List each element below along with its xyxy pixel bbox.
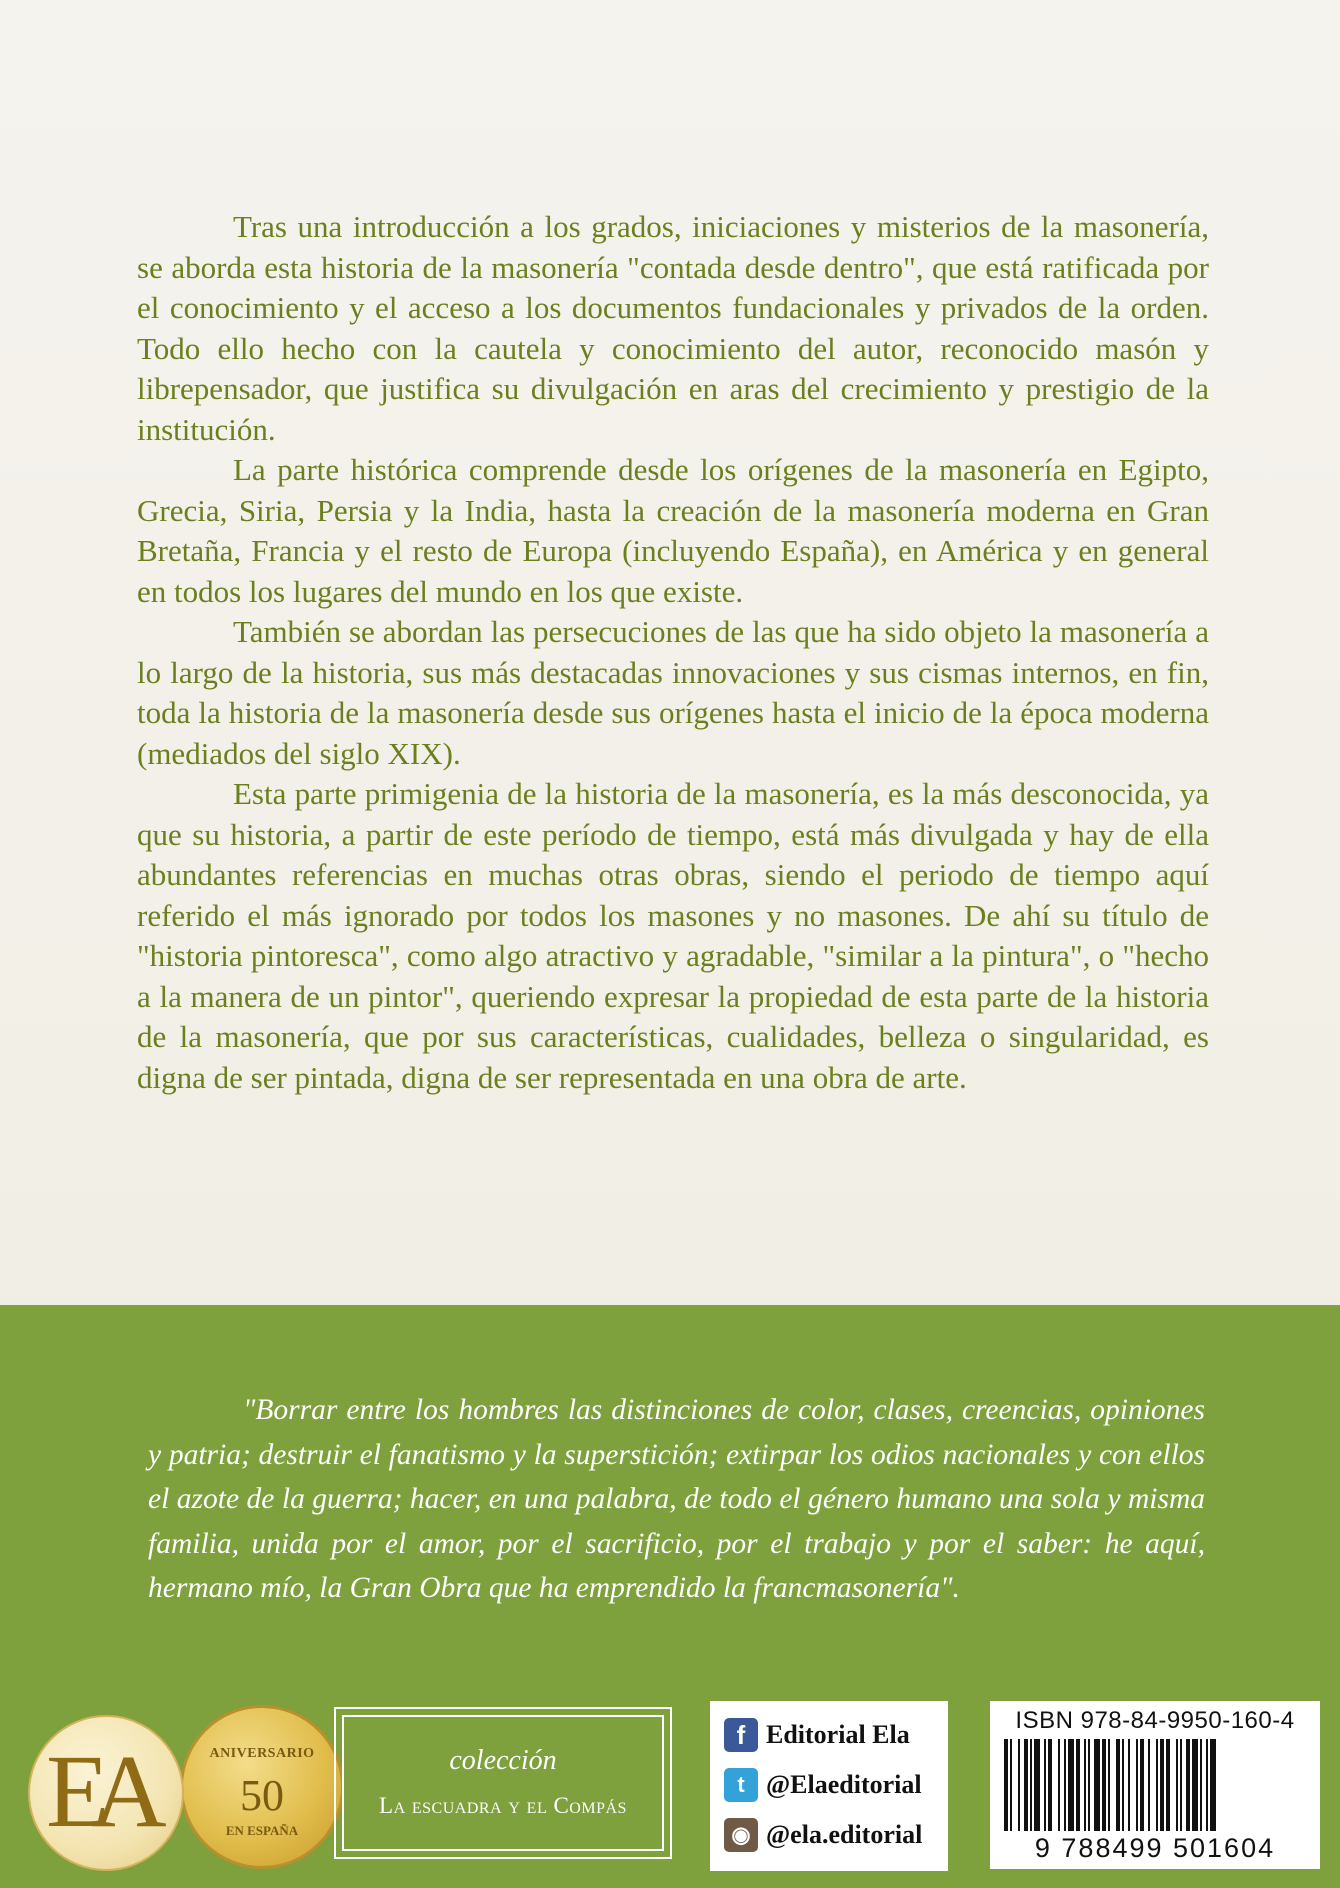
medal-number: 50: [240, 1771, 284, 1820]
collection-name: La escuadra y el Compás: [379, 1793, 627, 1818]
anniversary-medal: [180, 1705, 344, 1869]
instagram-icon: ◉: [724, 1818, 758, 1852]
description-paragraph: La parte histórica comprende desde los orígenes de la masonería en Egipto, Grecia, Siria, Persia y la India, hasta la creación de la masonería moderna en Gran Bretaña, Francia y el resto de Europa (incluyendo España), en América y en general en todos los lugares del mundo en los que existe.: [137, 452, 1209, 609]
collection-label: colección: [449, 1745, 557, 1776]
isbn-digits: 9 788499 501604: [1034, 1833, 1276, 1863]
ea-logo-disc: [28, 1715, 184, 1871]
facebook-label: Editorial Ela: [766, 1720, 910, 1749]
social-row-facebook: [724, 1713, 910, 1757]
ea-monogram: EA: [46, 1734, 149, 1849]
social-row-instagram: [724, 1813, 922, 1857]
medal-bottom-text: EN ESPAÑA: [225, 1823, 299, 1838]
social-box: [710, 1701, 948, 1871]
twitter-icon: t: [724, 1768, 758, 1802]
medal-top-text: ANIVERSARIO: [209, 1746, 315, 1761]
quote-block: [148, 1388, 1205, 1611]
twitter-label: @Elaeditorial: [766, 1770, 922, 1799]
barcode-icon: [998, 1739, 1312, 1831]
publisher-logo: [28, 1705, 328, 1865]
collection-inner-border: [342, 1715, 664, 1851]
description-paragraph: Tras una introducción a los grados, iniciaciones y misterios de la masonería, se aborda esta historia de la masonería "contada desde dentro", que está ratificada por el conocimiento y el acceso a los documentos fundacionales y privados de la orden. Todo ello hecho con la cautela y conocimiento del autor, reconocido masón y librepensador, que justifica su divulgación en aras del crecimiento y prestigio de la institución.: [137, 209, 1209, 447]
facebook-icon: f: [724, 1718, 758, 1752]
isbn-barcode-box: [990, 1701, 1320, 1869]
instagram-label: @ela.editorial: [766, 1820, 923, 1849]
description-text: [137, 207, 1209, 1098]
social-row-twitter: [724, 1763, 922, 1807]
description-paragraph: También se abordan las persecuciones de las que ha sido objeto la masonería a lo largo de la historia, sus más destacadas innovaciones y sus cismas internos, en fin, toda la historia de la masonería desde sus orígenes hasta el inicio de la época moderna (mediados del siglo XIX).: [137, 614, 1209, 771]
isbn-label: ISBN 978-84-9950-160-4: [1015, 1707, 1295, 1734]
description-paragraph: Esta parte primigenia de la historia de la masonería, es la más desconocida, ya que su historia, a partir de este período de tiempo, está más divulgada y hay de ella abundantes referencias en muchas otras obras, siendo el periodo de tiempo aquí referido el más ignorado por todos los masones y no masones. De ahí su título de "historia pintoresca", como algo atractivo y agradable, "similar a la pintura", o "hecho a la manera de un pintor", queriendo expresar la propiedad de esta parte de la historia de la masonería, que por sus características, cualidades, belleza o singularidad, es digna de ser pintada, digna de ser representada en una obra de arte.: [137, 776, 1209, 1095]
quote-text: "Borrar entre los hombres las distinciones de color, clases, creencias, opiniones y patria; destruir el fanatismo y la superstición; extirpar los odios nacionales y con ellos el azote de la guerra; hacer, en una palabra, de todo el género humano una sola y misma familia, unida por el amor, por el sacrificio, por el trabajo y por el saber: he aquí, hermano mío, la Gran Obra que ha emprendido la francmasonería".: [148, 1394, 1205, 1604]
collection-box: [334, 1707, 672, 1859]
